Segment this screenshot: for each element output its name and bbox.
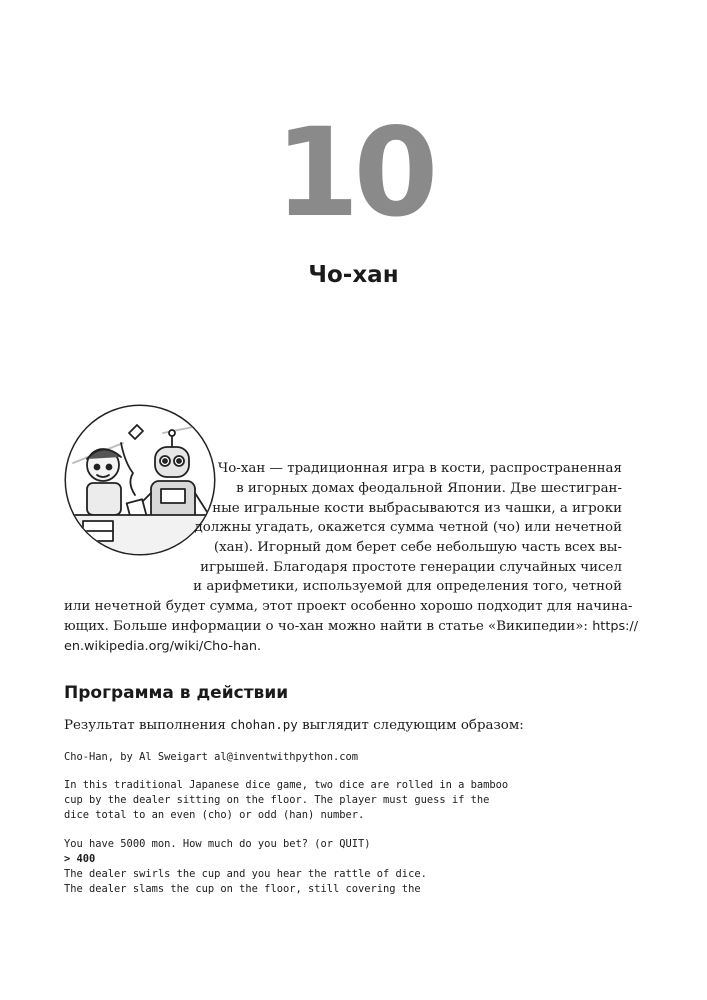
intro-line-8: или нечетной будет сумма, этот проект особенно хорошо подходит для начина- xyxy=(64,599,633,614)
code-line: In this traditional Japanese dice game, two dice are rolled in a bamboo xyxy=(64,779,509,791)
chapter-title: Чо-хан xyxy=(308,262,399,288)
intro-line-5: (хан). Игорный дом берет себе небольшую часть всех вы- xyxy=(213,540,622,555)
intro-line-9 xyxy=(64,620,638,634)
code-line: Cho-Han, by Al Sweigart al@inventwithpython.com xyxy=(64,751,359,763)
result-intro xyxy=(64,717,524,733)
intro-line-7: и арифметики, используемой для определения того, четной xyxy=(193,579,622,594)
code-line: cup by the dealer sitting on the floor. The player must guess if the xyxy=(64,794,490,806)
chapter-number: 10 xyxy=(274,102,433,244)
filename: chohan.py xyxy=(230,717,298,732)
intro-line-6: игрышей. Благодаря простоте генерации случайных чисел xyxy=(200,560,622,575)
code-line: dice total to an even (cho) or odd (han) number. xyxy=(64,809,365,821)
intro-line-10 xyxy=(64,640,261,654)
code-line: The dealer slams the cup on the floor, still covering the xyxy=(64,883,421,895)
wikipedia-link-part2[interactable]: en.wikipedia.org/wiki/Cho-han. xyxy=(64,639,262,654)
code-line: The dealer swirls the cup and you hear the rattle of dice. xyxy=(64,868,427,880)
result-suffix: выглядит следующим образом: xyxy=(302,718,524,733)
code-line: You have 5000 mon. How much do you bet? (or QUIT) xyxy=(64,838,371,850)
intro-line-4: должны угадать, окажется сумма четной (чо) или нечетной xyxy=(194,520,622,535)
intro-line-1: Чо-хан — традиционная игра в кости, распространенная xyxy=(217,461,622,476)
intro-text: ющих. Больше информации о чо-хан можно найти в статье «Википедии»: xyxy=(64,619,588,634)
code-line-input: > 400 xyxy=(64,853,96,865)
intro-line-3: ные игральные кости выбрасываются из чашки, а игроки xyxy=(212,501,622,516)
intro-line-2: в игорных домах феодальной Японии. Две шестигран- xyxy=(236,481,622,496)
section-heading: Программа в действии xyxy=(64,683,289,703)
wikipedia-link-part1[interactable]: https:// xyxy=(592,619,639,634)
result-prefix: Результат выполнения xyxy=(64,718,231,733)
